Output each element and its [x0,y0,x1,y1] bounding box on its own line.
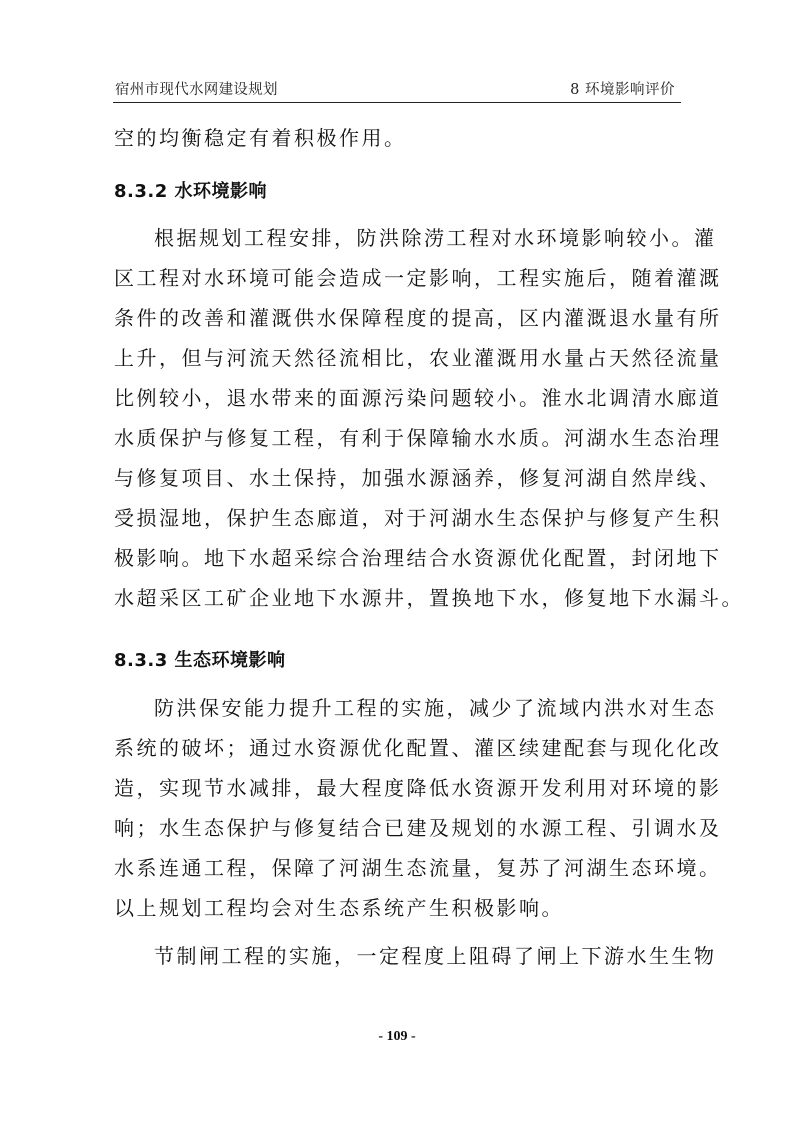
text-line: 区工程对水环境可能会造成一定影响，工程实施后，随着灌溉 [114,266,722,290]
text-line: 上升，但与河流天然径流相比，农业灌溉用水量占天然径流量 [114,346,722,370]
text-line: 与修复项目、水土保持，加强水源涵养，修复河湖自然岸线、 [114,466,722,490]
text-line: 响；水生态保护与修复结合已建及规划的水源工程、引调水及 [114,816,722,840]
text-line: 受损湿地，保护生态廊道，对于河湖水生态保护与修复产生积 [114,506,722,530]
text-line: 造，实现节水减排，最大程度降低水资源开发利用对环境的影 [114,776,722,800]
text-line: 条件的改善和灌溉供水保障程度的提高，区内灌溉退水量有所 [114,306,722,330]
header-chapter-title: 8 环境影响评价 [570,82,675,98]
text-line: 比例较小，退水带来的面源污染问题较小。淮水北调清水廊道 [114,386,722,410]
text-line: 水系连通工程，保障了河湖生态流量，复苏了河湖生态环境。 [114,856,722,880]
section-heading-8-3-2: 8.3.2 水环境影响 [114,181,268,202]
text-line: 水超采区工矿企业地下水源井，置换地下水，修复地下水漏斗。 [114,586,744,610]
text-line: 根据规划工程安排，防洪除涝工程对水环境影响较小。灌 [154,226,717,250]
header-document-title: 宿州市现代水网建设规划 [115,82,278,98]
text-line: 系统的破坏；通过水资源优化配置、灌区续建配套与现化化改 [114,736,722,760]
text-line: 水质保护与修复工程，有利于保障输水水质。河湖水生态治理 [114,426,722,450]
page-header [113,80,681,103]
text-line: 节制闸工程的实施，一定程度上阻碍了闸上下游水生生物 [154,944,717,968]
text-line: 空的均衡稳定有着积极作用。 [114,126,407,150]
text-line: 防洪保安能力提升工程的实施，减少了流域内洪水对生态 [154,696,717,720]
page-number: - 109 - [378,1029,416,1044]
text-line: 以上规划工程均会对生态系统产生积极影响。 [114,896,564,920]
text-line: 极影响。地下水超采综合治理结合水资源优化配置，封闭地下 [114,546,722,570]
section-heading-8-3-3: 8.3.3 生态环境影响 [114,650,286,671]
